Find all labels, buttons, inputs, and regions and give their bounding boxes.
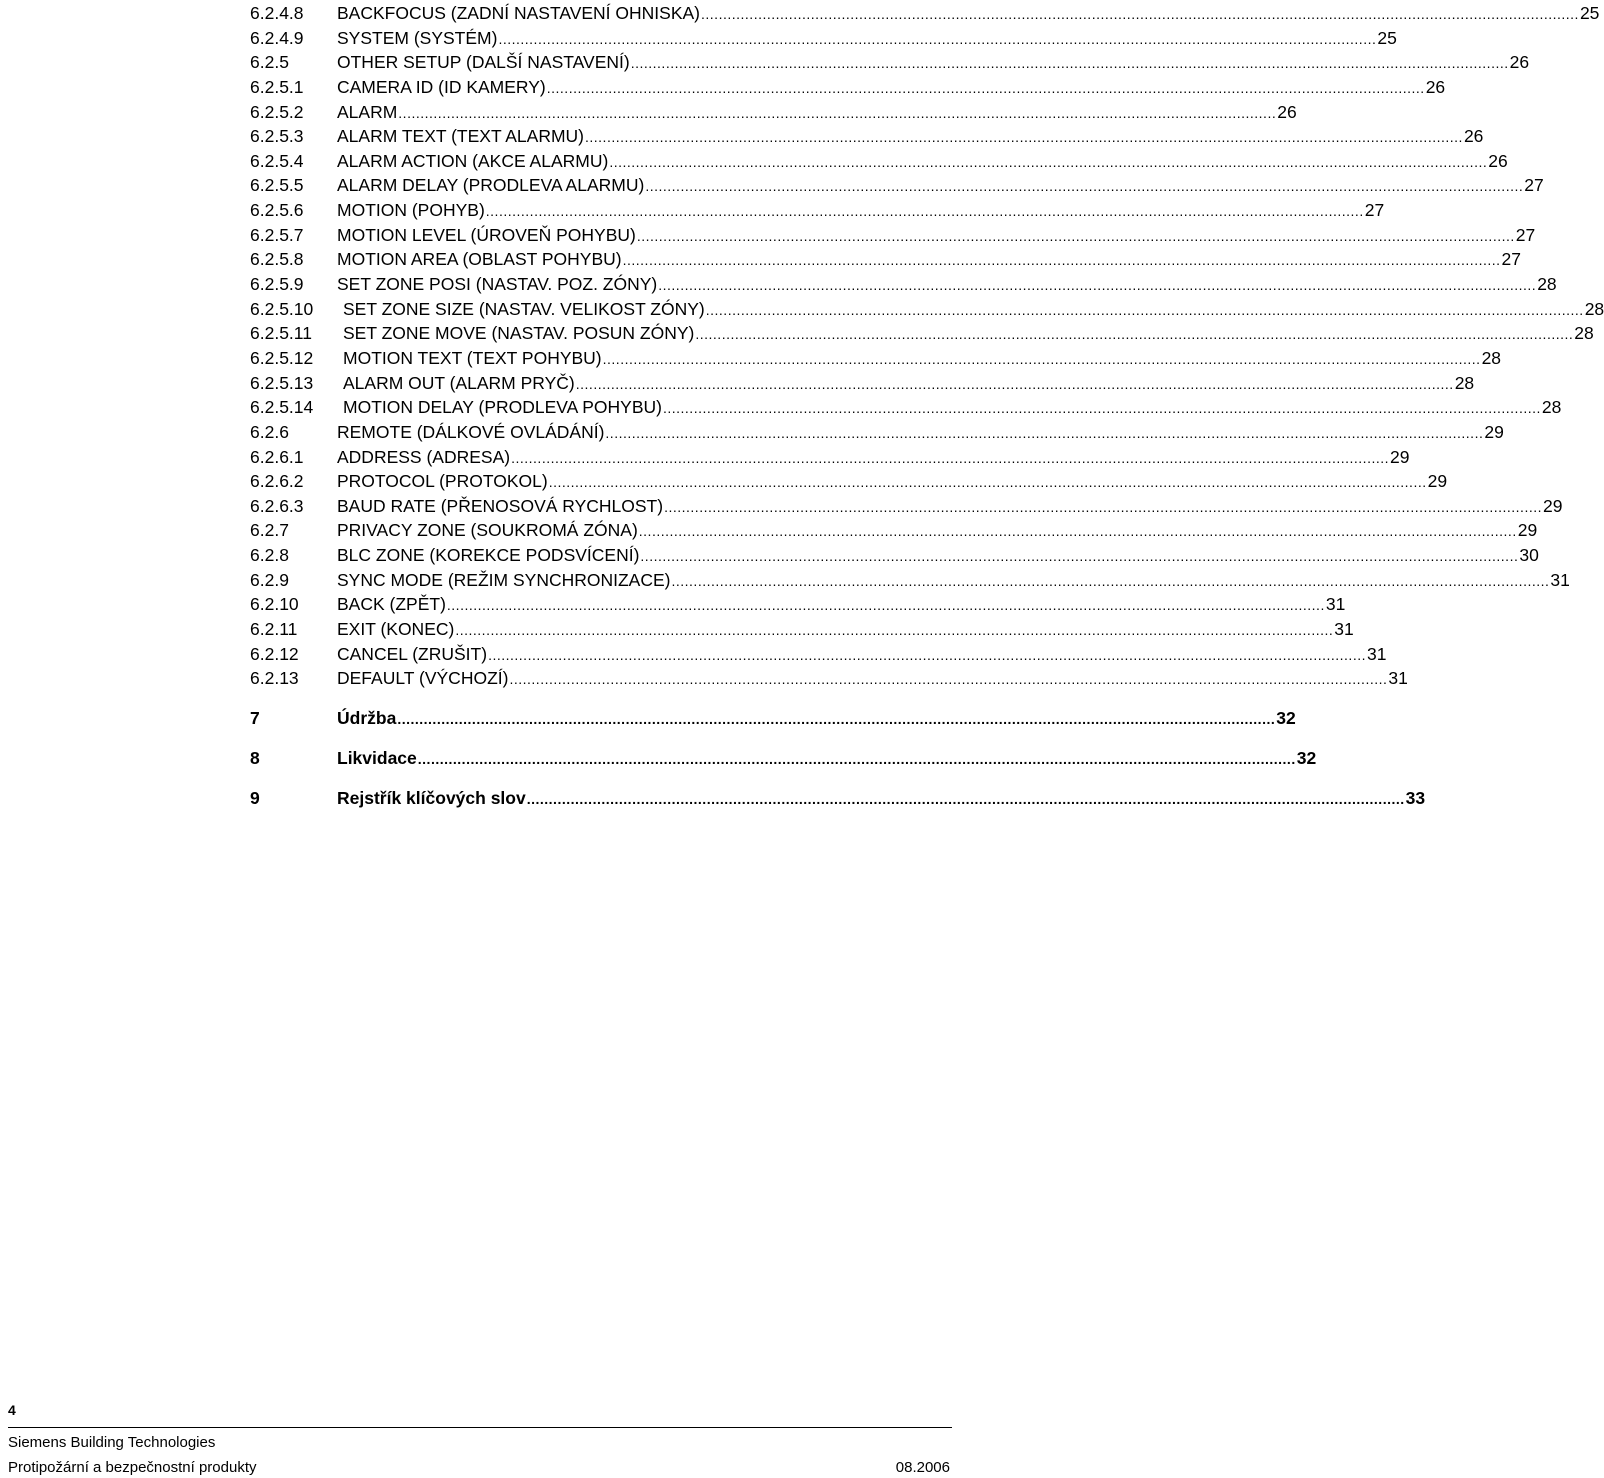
footer-date: 08.2006 xyxy=(895,1459,950,1476)
toc-entry-number: 6.2.5.7 xyxy=(250,224,304,245)
toc-leader-dots xyxy=(447,593,1325,618)
toc-leader-dots xyxy=(527,779,1405,819)
toc-entry-title: BAUD RATE (PŘENOSOVÁ RYCHLOST) xyxy=(337,495,664,516)
footer-divider xyxy=(8,1427,952,1428)
toc-leader-dots xyxy=(549,470,1427,495)
toc-entry-number: 6.2.5.11 xyxy=(250,323,312,344)
toc-entry-title: ADDRESS (ADRESA) xyxy=(337,446,511,467)
toc-leader-dots xyxy=(706,298,1584,323)
toc-entry[interactable] xyxy=(250,75,1446,100)
toc-entry-number: 6.2.6.1 xyxy=(250,446,304,467)
toc-entry-number: 6.2.5.12 xyxy=(250,347,314,368)
toc-chapter-number: 8 xyxy=(250,747,260,768)
toc-entry-page: 28 xyxy=(1481,347,1502,368)
toc-chapter-entry[interactable] xyxy=(250,738,1317,778)
toc-leader-dots xyxy=(418,739,1296,779)
toc-entry-number: 6.2.4.9 xyxy=(250,27,304,48)
toc-entry[interactable] xyxy=(250,592,1346,617)
toc-entry-page: 28 xyxy=(1574,323,1594,344)
toc-entry-number: 6.2.5 xyxy=(250,52,289,73)
toc-entry-number: 6.2.8 xyxy=(250,545,289,566)
toc-entry-page: 26 xyxy=(1277,101,1297,122)
toc-entry-page: 31 xyxy=(1325,594,1346,615)
toc-entry-title: ALARM xyxy=(337,101,398,122)
toc-leader-dots xyxy=(701,2,1579,27)
toc-leader-dots xyxy=(486,199,1364,224)
toc-chapter-page: 32 xyxy=(1276,707,1296,728)
toc-entry-number: 6.2.7 xyxy=(250,520,289,541)
toc-leader-dots xyxy=(664,495,1542,520)
toc-entry-number: 6.2.5.10 xyxy=(250,298,314,319)
toc-leader-dots xyxy=(397,699,1275,739)
toc-entry-page: 26 xyxy=(1463,126,1484,147)
toc-leader-dots xyxy=(695,322,1573,347)
toc-chapter-title: Rejstřík klíčových slov xyxy=(337,787,526,808)
toc-entry[interactable] xyxy=(250,124,1484,149)
toc-entry-page: 27 xyxy=(1364,200,1385,221)
toc-entry[interactable] xyxy=(250,26,1397,51)
toc-entry-title: CANCEL (ZRUŠIT) xyxy=(337,643,488,664)
toc-entry-page: 30 xyxy=(1519,545,1539,566)
toc-entry[interactable] xyxy=(250,518,1538,543)
toc-entry-title: PROTOCOL (PROTOKOL) xyxy=(337,471,548,492)
toc-entry-page: 27 xyxy=(1501,249,1522,270)
toc-entry-title: SYNC MODE (REŽIM SYNCHRONIZACE) xyxy=(337,569,671,590)
toc-entry-number: 6.2.12 xyxy=(250,643,299,664)
toc-leader-dots xyxy=(639,519,1517,544)
toc-entry-page: 27 xyxy=(1515,224,1536,245)
toc-entry-title: SYSTEM (SYSTÉM) xyxy=(337,27,498,48)
footer-division: Protipožární a bezpečnostní produkty xyxy=(8,1459,257,1476)
toc-leader-dots xyxy=(547,76,1425,101)
toc-entry-title: CAMERA ID (ID KAMERY) xyxy=(337,76,546,97)
toc-entry-page: 31 xyxy=(1367,643,1387,664)
toc-entry-page: 26 xyxy=(1509,52,1530,73)
toc-entry-number: 6.2.5.6 xyxy=(250,200,304,221)
toc-entry-page: 29 xyxy=(1484,421,1504,442)
toc-entry-page: 29 xyxy=(1427,471,1448,492)
toc-entry-number: 6.2.5.2 xyxy=(250,101,304,122)
toc-chapter-number: 9 xyxy=(250,787,260,808)
toc-leader-dots xyxy=(576,372,1454,397)
toc-entry-title: REMOTE (DÁLKOVÉ OVLÁDÁNÍ) xyxy=(337,421,605,442)
toc-leader-dots xyxy=(585,125,1463,150)
toc-entry[interactable] xyxy=(250,198,1385,223)
toc-entry-page: 27 xyxy=(1524,175,1544,196)
toc-entry[interactable] xyxy=(250,321,1594,346)
toc-entry[interactable] xyxy=(250,297,1604,322)
toc-entry-number: 6.2.13 xyxy=(250,668,299,689)
toc-entry-page: 29 xyxy=(1390,446,1410,467)
toc-entry-title: MOTION TEXT (TEXT POHYBU) xyxy=(343,347,602,368)
toc-entry[interactable] xyxy=(250,371,1475,396)
toc-entry-title: ALARM DELAY (PRODLEVA ALARMU) xyxy=(337,175,645,196)
toc-entry-page: 31 xyxy=(1334,619,1354,640)
toc-entry[interactable] xyxy=(250,543,1539,568)
toc-entry-title: MOTION LEVEL (ÚROVEŇ POHYBU) xyxy=(337,224,636,245)
toc-chapter-title: Likvidace xyxy=(337,747,417,768)
toc-leader-dots xyxy=(398,101,1276,126)
table-of-contents xyxy=(250,1,1604,818)
toc-entry-number: 6.2.5.1 xyxy=(250,76,304,97)
toc-entry-page: 25 xyxy=(1579,3,1600,23)
toc-entry[interactable] xyxy=(250,346,1502,371)
toc-entry-title: MOTION AREA (OBLAST POHYBU) xyxy=(337,249,622,270)
toc-entry-title: DEFAULT (VÝCHOZÍ) xyxy=(337,668,509,689)
toc-entry-title: MOTION (POHYB) xyxy=(337,200,485,221)
toc-entry-title: ALARM OUT (ALARM PRYČ) xyxy=(343,372,575,393)
toc-entry-number: 6.2.6.2 xyxy=(250,471,304,492)
toc-leader-dots xyxy=(609,150,1487,175)
toc-entry-number: 6.2.11 xyxy=(250,619,298,640)
toc-entry-number: 6.2.6 xyxy=(250,421,289,442)
toc-entry[interactable] xyxy=(250,568,1570,593)
toc-leader-dots xyxy=(645,174,1523,199)
toc-chapter-page: 33 xyxy=(1405,787,1426,808)
toc-entry[interactable] xyxy=(250,617,1354,642)
toc-entry-title: SET ZONE POSI (NASTAV. POZ. ZÓNY) xyxy=(337,274,658,295)
toc-entry-page: 25 xyxy=(1377,27,1397,48)
toc-entry-title: SET ZONE MOVE (NASTAV. POSUN ZÓNY) xyxy=(343,323,695,344)
toc-entry-page: 28 xyxy=(1537,274,1557,295)
toc-chapter-entry[interactable] xyxy=(250,778,1426,818)
toc-entry-number: 6.2.5.9 xyxy=(250,274,304,295)
toc-entry-page: 31 xyxy=(1388,668,1408,689)
toc-entry-number: 6.2.9 xyxy=(250,569,289,590)
toc-entry-number: 6.2.5.4 xyxy=(250,150,304,171)
toc-entry-number: 6.2.10 xyxy=(250,594,299,615)
toc-entry[interactable] xyxy=(250,666,1408,691)
toc-chapter-number: 7 xyxy=(250,707,260,728)
toc-entry-page: 28 xyxy=(1541,397,1562,418)
toc-entry-number: 6.2.5.3 xyxy=(250,126,304,147)
toc-entry-title: EXIT (KONEC) xyxy=(337,619,455,640)
toc-entry-title: OTHER SETUP (DALŠÍ NASTAVENÍ) xyxy=(337,52,630,73)
toc-leader-dots xyxy=(640,544,1518,569)
toc-chapter-entry[interactable] xyxy=(250,698,1296,738)
toc-leader-dots xyxy=(603,347,1481,372)
toc-chapter-title: Údržba xyxy=(337,707,397,728)
toc-entry-title: ALARM TEXT (TEXT ALARMU) xyxy=(337,126,584,147)
toc-entry[interactable] xyxy=(250,100,1297,125)
toc-entry-page: 29 xyxy=(1517,520,1538,541)
toc-leader-dots xyxy=(637,224,1515,249)
toc-entry[interactable] xyxy=(250,149,1508,174)
toc-entry-page: 31 xyxy=(1550,569,1570,590)
toc-leader-dots xyxy=(663,396,1541,421)
toc-entry-number: 6.2.6.3 xyxy=(250,495,304,516)
toc-leader-dots xyxy=(623,248,1501,273)
toc-entry-title: BACK (ZPĚT) xyxy=(337,594,446,615)
toc-leader-dots xyxy=(455,618,1333,643)
toc-entry-page: 28 xyxy=(1454,372,1475,393)
toc-entry-page: 28 xyxy=(1584,298,1604,319)
toc-entry-title: BACKFOCUS (ZADNÍ NASTAVENÍ OHNISKA) xyxy=(337,3,701,23)
footer-company: Siemens Building Technologies xyxy=(8,1434,216,1451)
toc-entry-page: 26 xyxy=(1425,76,1446,97)
toc-leader-dots xyxy=(631,51,1509,76)
toc-entry-number: 6.2.4.8 xyxy=(250,3,304,23)
toc-entry-title: MOTION DELAY (PRODLEVA POHYBU) xyxy=(343,397,662,418)
toc-leader-dots xyxy=(511,446,1389,471)
page-number: 4 xyxy=(8,1402,16,1418)
toc-entry-number: 6.2.5.14 xyxy=(250,397,314,418)
toc-entry[interactable] xyxy=(250,272,1557,297)
toc-entry-number: 6.2.5.5 xyxy=(250,175,304,196)
toc-entry[interactable] xyxy=(250,1,1600,26)
toc-entry[interactable] xyxy=(250,173,1544,198)
toc-entry-number: 6.2.5.8 xyxy=(250,249,304,270)
toc-entry[interactable] xyxy=(250,50,1530,75)
toc-entry-title: SET ZONE SIZE (NASTAV. VELIKOST ZÓNY) xyxy=(343,298,705,319)
toc-chapter-page: 32 xyxy=(1296,747,1317,768)
toc-entry[interactable] xyxy=(250,494,1563,519)
toc-entry[interactable] xyxy=(250,642,1387,667)
toc-entry[interactable] xyxy=(250,395,1562,420)
toc-leader-dots xyxy=(488,643,1366,668)
toc-leader-dots xyxy=(658,273,1536,298)
toc-entry[interactable] xyxy=(250,420,1504,445)
toc-entry[interactable] xyxy=(250,445,1410,470)
toc-entry-page: 26 xyxy=(1488,150,1508,171)
toc-entry[interactable] xyxy=(250,223,1536,248)
toc-entry-title: PRIVACY ZONE (SOUKROMÁ ZÓNA) xyxy=(337,520,638,541)
toc-leader-dots xyxy=(671,569,1549,594)
toc-entry-number: 6.2.5.13 xyxy=(250,372,314,393)
toc-leader-dots xyxy=(605,421,1483,446)
toc-leader-dots xyxy=(498,27,1376,52)
toc-entry-page: 29 xyxy=(1543,495,1563,516)
toc-entry[interactable] xyxy=(250,469,1448,494)
toc-entry[interactable] xyxy=(250,247,1522,272)
toc-entry-title: BLC ZONE (KOREKCE PODSVÍCENÍ) xyxy=(337,545,640,566)
toc-entry-title: ALARM ACTION (AKCE ALARMU) xyxy=(337,150,609,171)
toc-leader-dots xyxy=(509,667,1387,692)
